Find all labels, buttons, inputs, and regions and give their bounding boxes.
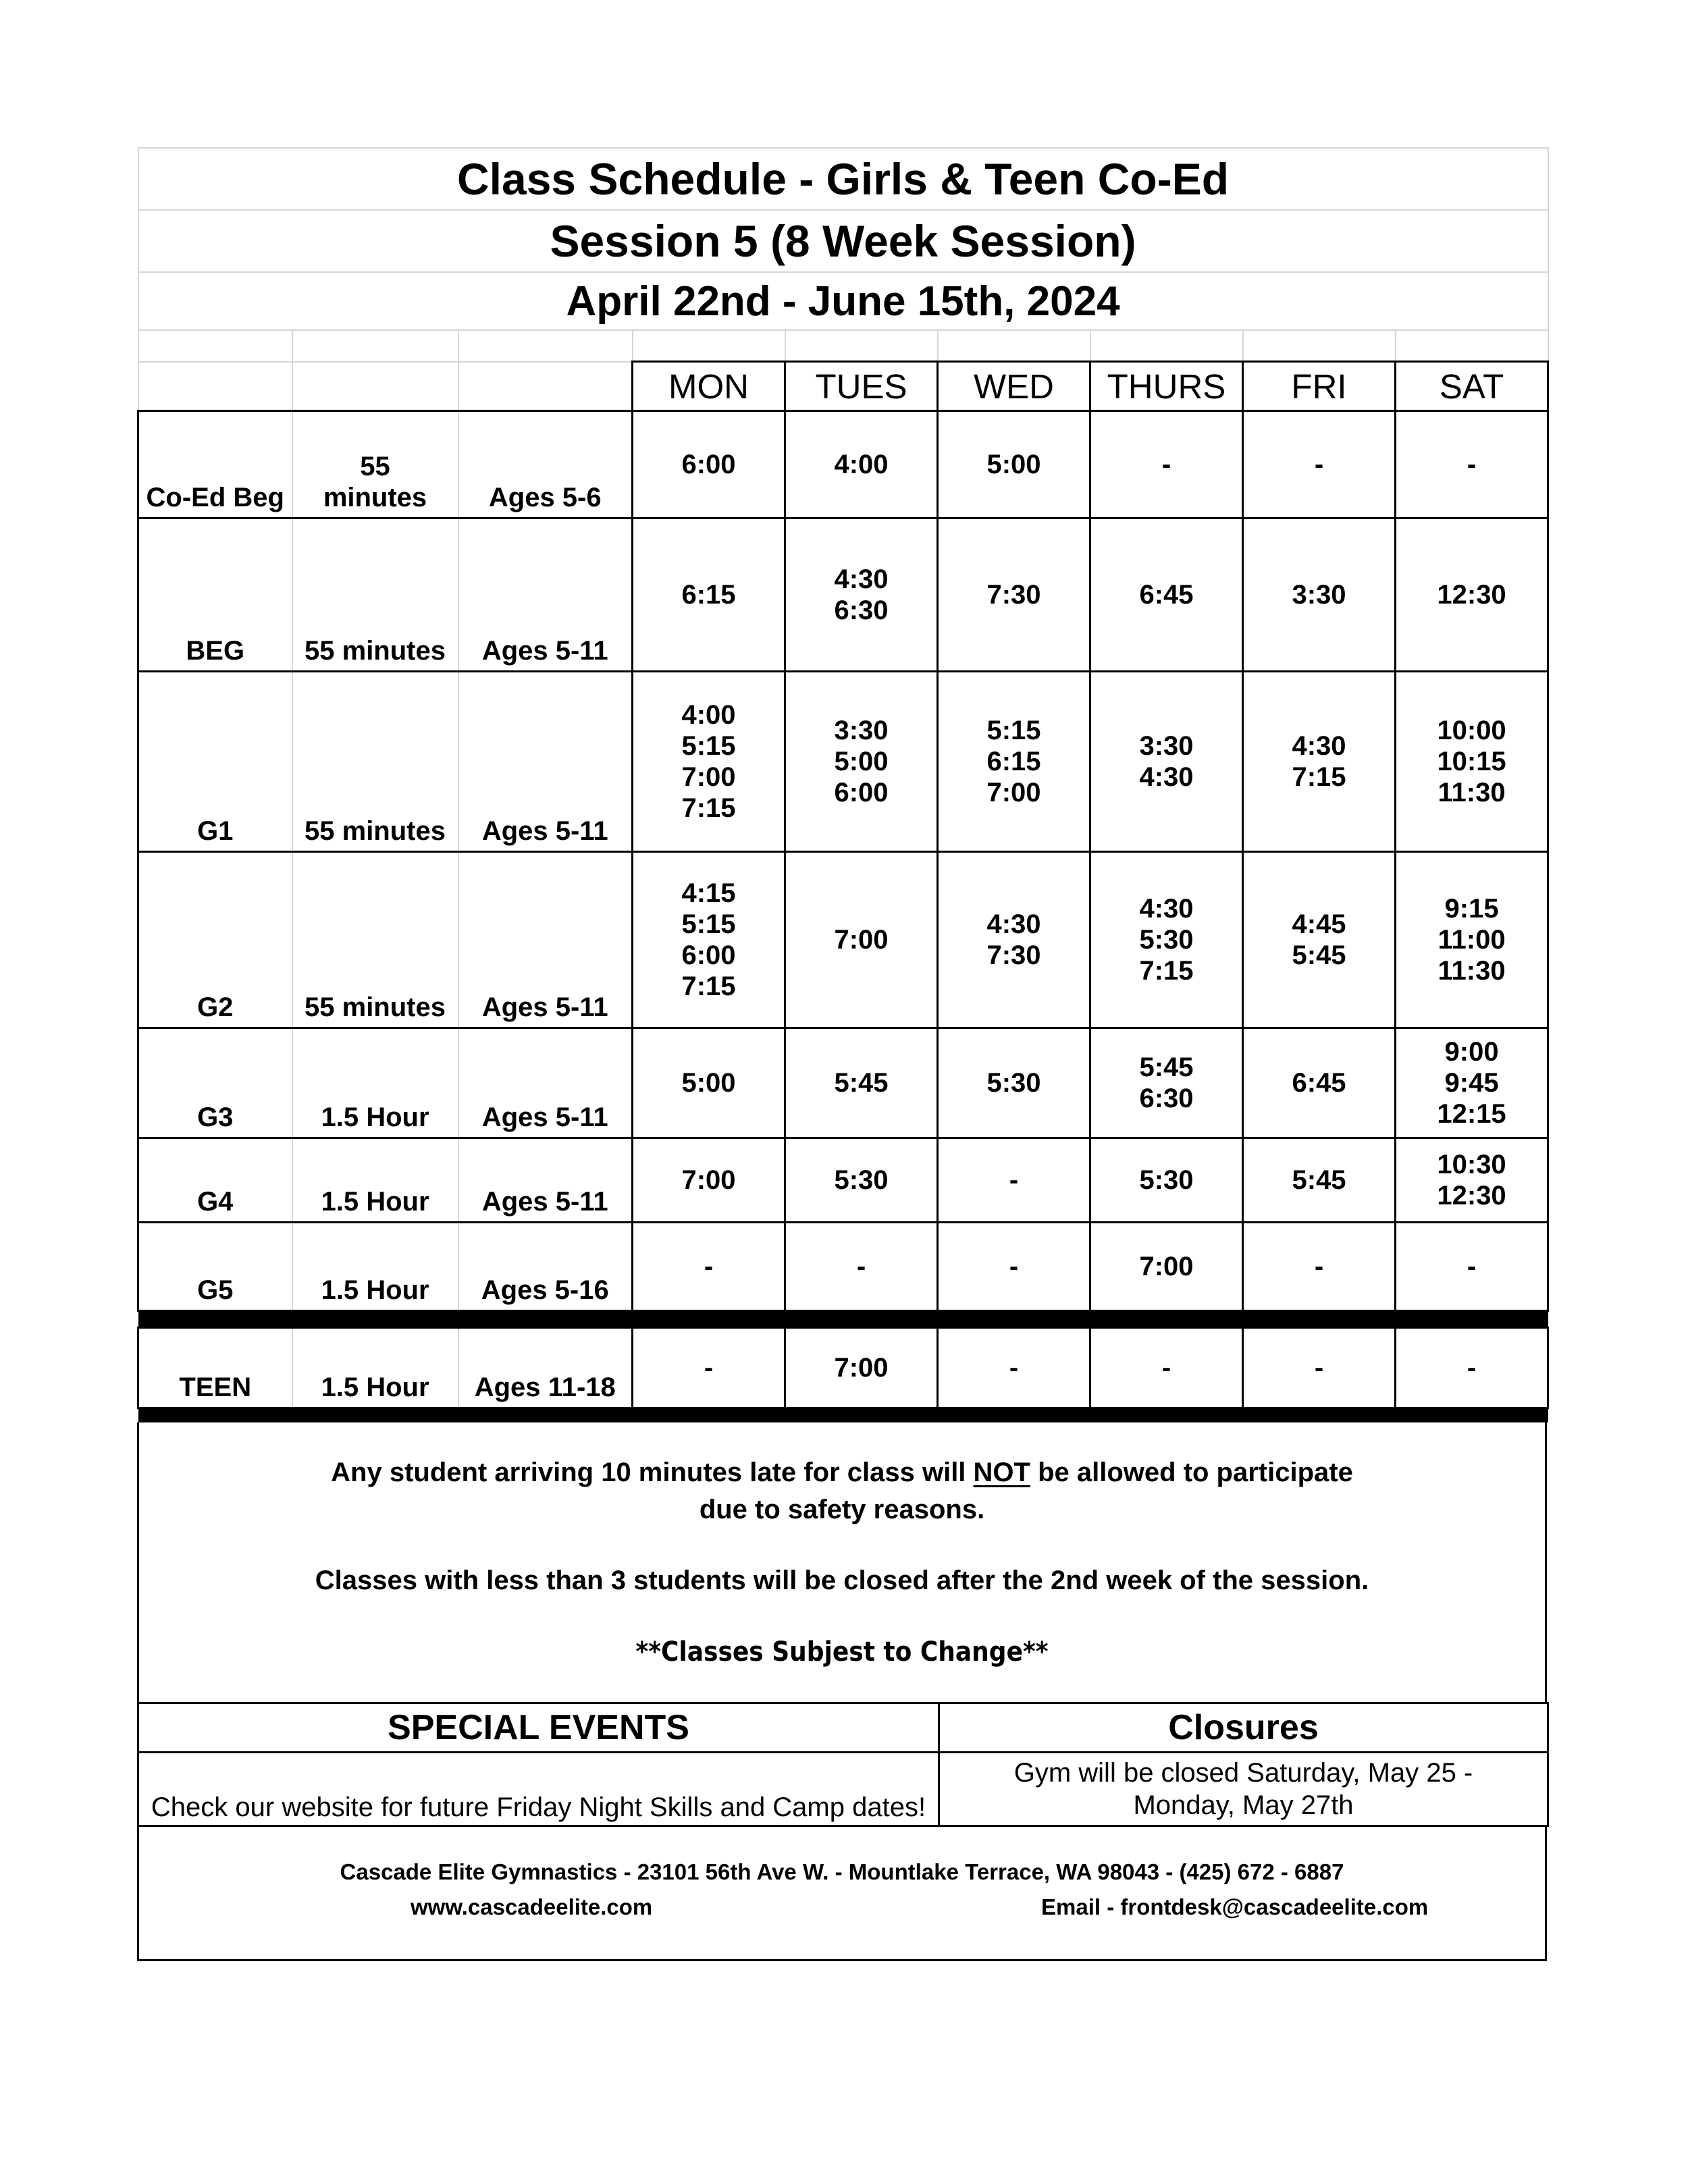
class-ages: Ages 5-16 bbox=[458, 1223, 633, 1311]
special-events-header: SPECIAL EVENTS bbox=[138, 1703, 939, 1753]
class-row bbox=[138, 1028, 1548, 1138]
time-cell-fri: 6:45 bbox=[1243, 1028, 1396, 1138]
notes-section bbox=[137, 1422, 1547, 1702]
late-policy-line2: due to safety reasons. bbox=[699, 1495, 985, 1524]
time-cell-tues: 5:45 bbox=[785, 1028, 938, 1138]
session-dates: April 22nd - June 15th, 2024 bbox=[138, 272, 1548, 330]
late-policy-text-a: Any student arriving 10 minutes late for class will bbox=[331, 1458, 974, 1487]
time-cell-fri: 4:30 7:15 bbox=[1243, 672, 1396, 852]
section-divider-bar bbox=[138, 1408, 1548, 1423]
time-cell-thurs: 5:30 bbox=[1090, 1138, 1243, 1223]
time-cell-mon: 4:15 5:15 6:00 7:15 bbox=[633, 852, 785, 1028]
class-row bbox=[138, 1138, 1548, 1223]
footer bbox=[137, 1827, 1547, 1961]
small-class-policy: Classes with less than 3 students will be closed after the 2nd week of the session. bbox=[315, 1566, 1369, 1595]
class-duration: 55 minutes bbox=[292, 852, 458, 1028]
time-cell-fri: - bbox=[1243, 411, 1396, 518]
class-ages: Ages 5-6 bbox=[458, 411, 633, 518]
time-cell-wed: - bbox=[938, 1223, 1090, 1311]
class-row bbox=[138, 1328, 1548, 1408]
class-ages: Ages 5-11 bbox=[458, 672, 633, 852]
time-cell-fri: 4:45 5:45 bbox=[1243, 852, 1396, 1028]
time-cell-sat: 9:15 11:00 11:30 bbox=[1396, 852, 1548, 1028]
class-row bbox=[138, 411, 1548, 518]
class-duration: 55 minutes bbox=[292, 672, 458, 852]
time-cell-fri: - bbox=[1243, 1223, 1396, 1311]
class-ages: Ages 5-11 bbox=[458, 518, 633, 672]
time-cell-sat: 12:30 bbox=[1396, 518, 1548, 672]
late-policy-line1 bbox=[139, 1458, 1545, 1488]
class-duration: 1.5 Hour bbox=[292, 1028, 458, 1138]
class-duration: 1.5 Hour bbox=[292, 1223, 458, 1311]
class-row bbox=[138, 518, 1548, 672]
time-cell-mon: 6:15 bbox=[633, 518, 785, 672]
class-duration: 55 minutes bbox=[292, 411, 458, 518]
class-ages: Ages 5-11 bbox=[458, 1028, 633, 1138]
time-cell-thurs: - bbox=[1090, 1328, 1243, 1408]
time-cell-sat: - bbox=[1396, 411, 1548, 518]
time-cell-tues: 3:30 5:00 6:00 bbox=[785, 672, 938, 852]
time-cell-wed: 4:30 7:30 bbox=[938, 852, 1090, 1028]
time-cell-fri: 5:45 bbox=[1243, 1138, 1396, 1223]
day-header-tues: TUES bbox=[785, 362, 938, 411]
events-table bbox=[137, 1702, 1549, 1827]
class-ages: Ages 5-11 bbox=[458, 852, 633, 1028]
section-divider bbox=[138, 1311, 1548, 1328]
time-cell-sat: 10:00 10:15 11:30 bbox=[1396, 672, 1548, 852]
time-cell-sat: 9:00 9:45 12:15 bbox=[1396, 1028, 1548, 1138]
special-events-text: Check our website for future Friday Night Skills and Camp dates! bbox=[138, 1753, 939, 1826]
class-duration: 55 minutes bbox=[292, 518, 458, 672]
time-cell-sat: - bbox=[1396, 1223, 1548, 1311]
late-policy-not: NOT bbox=[973, 1458, 1030, 1487]
class-name: G2 bbox=[138, 852, 292, 1028]
time-cell-wed: 5:30 bbox=[938, 1028, 1090, 1138]
time-cell-thurs: 5:45 6:30 bbox=[1090, 1028, 1243, 1138]
time-cell-mon: - bbox=[633, 1223, 785, 1311]
class-row bbox=[138, 1223, 1548, 1311]
class-name: G3 bbox=[138, 1028, 292, 1138]
spacer-row bbox=[138, 330, 1548, 362]
footer-website[interactable]: www.cascadeelite.com bbox=[411, 1894, 653, 1919]
time-cell-mon: 6:00 bbox=[633, 411, 785, 518]
day-header-fri: FRI bbox=[1243, 362, 1396, 411]
time-cell-thurs: 3:30 4:30 bbox=[1090, 672, 1243, 852]
time-cell-tues: 7:00 bbox=[785, 852, 938, 1028]
class-name: G4 bbox=[138, 1138, 292, 1223]
day-header-row bbox=[138, 362, 1548, 411]
footer-email[interactable]: Email - frontdesk@cascadeelite.com bbox=[1041, 1894, 1429, 1919]
class-row bbox=[138, 852, 1548, 1028]
footer-address: Cascade Elite Gymnastics - 23101 56th Ave W. - Mountlake Terrace, WA 98043 - (425) 672 - 6887 bbox=[340, 1859, 1344, 1884]
class-name: TEEN bbox=[138, 1328, 292, 1408]
class-row bbox=[138, 672, 1548, 852]
time-cell-mon: 5:00 bbox=[633, 1028, 785, 1138]
time-cell-wed: 7:30 bbox=[938, 518, 1090, 672]
time-cell-thurs: 6:45 bbox=[1090, 518, 1243, 672]
time-cell-thurs: 4:30 5:30 7:15 bbox=[1090, 852, 1243, 1028]
closures-header: Closures bbox=[939, 1703, 1548, 1753]
time-cell-sat: - bbox=[1396, 1328, 1548, 1408]
day-header-mon: MON bbox=[633, 362, 785, 411]
time-cell-thurs: - bbox=[1090, 411, 1243, 518]
time-cell-tues: - bbox=[785, 1223, 938, 1311]
time-cell-mon: 4:00 5:15 7:00 7:15 bbox=[633, 672, 785, 852]
time-cell-mon: - bbox=[633, 1328, 785, 1408]
class-duration: 1.5 Hour bbox=[292, 1138, 458, 1223]
class-duration: 1.5 Hour bbox=[292, 1328, 458, 1408]
schedule-table bbox=[137, 147, 1549, 1422]
class-name: BEG bbox=[138, 518, 292, 672]
time-cell-thurs: 7:00 bbox=[1090, 1223, 1243, 1311]
day-header-wed: WED bbox=[938, 362, 1090, 411]
time-cell-fri: - bbox=[1243, 1328, 1396, 1408]
time-cell-mon: 7:00 bbox=[633, 1138, 785, 1223]
time-cell-wed: - bbox=[938, 1138, 1090, 1223]
class-ages: Ages 5-11 bbox=[458, 1138, 633, 1223]
subject-to-change-note: **Classes Subjest to Change** bbox=[635, 1636, 1049, 1668]
late-policy-text-b: be allowed to participate bbox=[1030, 1458, 1353, 1487]
class-name: Co-Ed Beg bbox=[138, 411, 292, 518]
class-name: G5 bbox=[138, 1223, 292, 1311]
session-title: Session 5 (8 Week Session) bbox=[138, 210, 1548, 272]
page-title: Class Schedule - Girls & Teen Co-Ed bbox=[138, 148, 1548, 210]
time-cell-fri: 3:30 bbox=[1243, 518, 1396, 672]
section-divider-bar bbox=[138, 1311, 1548, 1328]
day-header-sat: SAT bbox=[1396, 362, 1548, 411]
time-cell-wed: 5:00 bbox=[938, 411, 1090, 518]
class-ages: Ages 11-18 bbox=[458, 1328, 633, 1408]
section-divider bbox=[138, 1408, 1548, 1423]
day-header-thurs: THURS bbox=[1090, 362, 1243, 411]
time-cell-tues: 5:30 bbox=[785, 1138, 938, 1223]
time-cell-tues: 4:00 bbox=[785, 411, 938, 518]
time-cell-tues: 7:00 bbox=[785, 1328, 938, 1408]
closures-text: Gym will be closed Saturday, May 25 - Monday, May 27th bbox=[939, 1753, 1548, 1826]
schedule-sheet bbox=[137, 147, 1547, 1961]
class-name: G1 bbox=[138, 672, 292, 852]
time-cell-wed: - bbox=[938, 1328, 1090, 1408]
time-cell-sat: 10:30 12:30 bbox=[1396, 1138, 1548, 1223]
time-cell-wed: 5:15 6:15 7:00 bbox=[938, 672, 1090, 852]
time-cell-tues: 4:30 6:30 bbox=[785, 518, 938, 672]
